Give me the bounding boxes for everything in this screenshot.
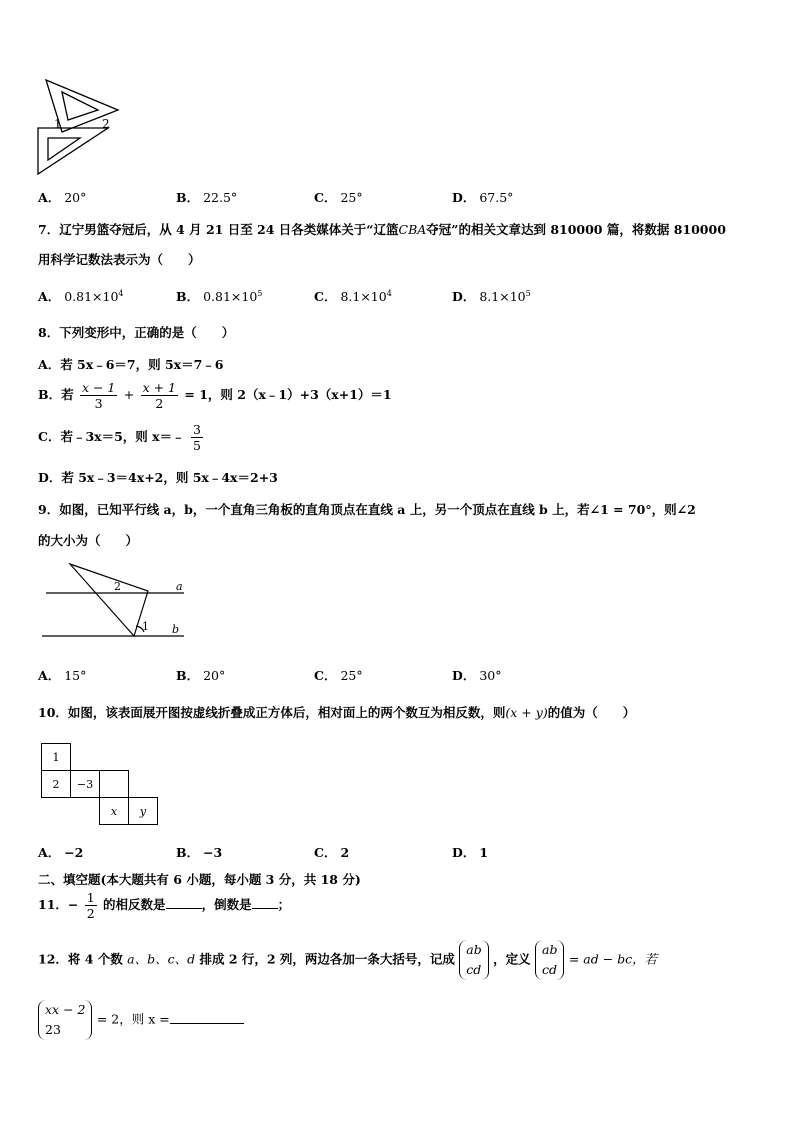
q7-stem-line1: 7．辽宁男篮夺冠后，从 4 月 21 日至 24 日各类媒体关于“辽篮CBA夺冠”的相关文章达到 810000 篇，将数据 810000 [38,222,726,237]
q8-b-fraction-1: $\frac{x - 1}{3}$ [81,380,116,411]
q12-answer-blank[interactable] [170,1011,244,1024]
q7-option-d[interactable]: D． $8.1\times 10^5$ [452,288,531,304]
net-cell-1: 1 [42,744,71,771]
q6-option-a[interactable]: A． 20° [38,190,87,205]
q10-option-d[interactable]: D． 1 [452,845,489,860]
q6-option-c[interactable]: C． 25° [314,190,363,205]
net-cell-2: 2 [42,771,71,798]
q8-option-d[interactable]: D．若 5x﹣3＝4x+2，则 5x﹣4x＝2+3 [38,470,278,485]
q12-matrix-1: ab cd [459,940,488,980]
q12-line2: xx − 2 23 = 2，则 x = [38,1000,244,1040]
q9-angle2-label: 2 [114,580,121,593]
q11-blank-opposite[interactable] [166,896,202,909]
q10-option-a[interactable]: A． −2 [38,845,84,860]
net-cell-x: x [100,798,129,825]
net-cell-3: −3 [71,771,100,798]
q6-option-b[interactable]: B． 22.5° [176,190,238,205]
q10-option-b[interactable]: B． −3 [176,845,223,860]
q12-matrix-2: ab cd [535,940,564,980]
q9-option-b[interactable]: B． 20° [176,668,226,683]
q6-option-d[interactable]: D． 67.5° [452,190,514,205]
q7-stem-line2: 用科学记数法表示为（ ） [38,252,201,267]
q9-label-a: a [176,580,183,593]
q6-angle2-label: 2 [102,117,110,131]
q8-option-c[interactable]: C．若﹣3x＝5，则 x＝﹣ $\frac{3}{5}$ [38,422,201,453]
q9-option-a[interactable]: A． 15° [38,668,87,683]
q8-stem: 8．下列变形中，正确的是（ ） [38,325,235,340]
q12-line1: 12．将 4 个数 a、b、c、d 排成 2 行，2 列，两边各加一条大括号，记成 ab cd ，定义 ab cd = ad − bc，若 [38,940,657,980]
section-heading-fill-in: 二、填空题(本大题共有 6 小题，每小题 3 分，共 18 分) [38,872,361,887]
q9-label-b: b [172,623,180,636]
q10-stem: 10．如图，该表面展开图按虚线折叠成正方体后，相对面上的两个数互为相反数，则(x + y)的值为（ ） [38,705,636,720]
q9-stem-line2: 的大小为（ ） [38,533,139,548]
net-cell-y: y [129,798,158,825]
q8-c-fraction: $\frac{3}{5}$ [192,422,201,453]
q6-angle1-label: 1 [54,117,62,131]
q6-figure [34,74,126,184]
q11: 11．− $\frac{1}{2}$ 的相反数是 ，倒数是 ； [38,890,291,921]
q9-option-c[interactable]: C． 25° [314,668,363,683]
q10-cube-net [41,743,158,825]
q7-option-b[interactable]: B． $0.81\times 10^5$ [176,288,263,304]
q11-fraction: $\frac{1}{2}$ [86,890,95,921]
q9-angle1-label: 1 [142,620,149,633]
q12-matrix-3: xx − 2 23 [38,1000,92,1040]
q7-option-c[interactable]: C． $8.1\times 10^4$ [314,288,392,304]
q9-figure [40,558,190,642]
q8-option-b[interactable]: B．若 $\frac{x - 1}{3}$ + $\frac{x + 1}{2}$ = 1，则 2（x﹣1）+3（x+1）＝1 [38,380,392,411]
q8-b-fraction-2: $\frac{x + 1}{2}$ [142,380,177,411]
q8-option-a[interactable]: A．若 5x﹣6＝7，则 5x＝7﹣6 [38,357,224,372]
q9-stem-line1: 9．如图，已知平行线 a，b，一个直角三角板的直角顶点在直线 a 上，另一个顶点在直线 b 上，若∠1 = 70°，则∠2 [38,502,696,517]
q11-blank-reciprocal[interactable] [252,896,278,909]
set-square [70,564,148,636]
q10-option-c[interactable]: C． 2 [314,845,350,860]
q7-option-a[interactable]: A． $0.81\times 10^4$ [38,288,124,304]
q9-option-d[interactable]: D． 30° [452,668,502,683]
